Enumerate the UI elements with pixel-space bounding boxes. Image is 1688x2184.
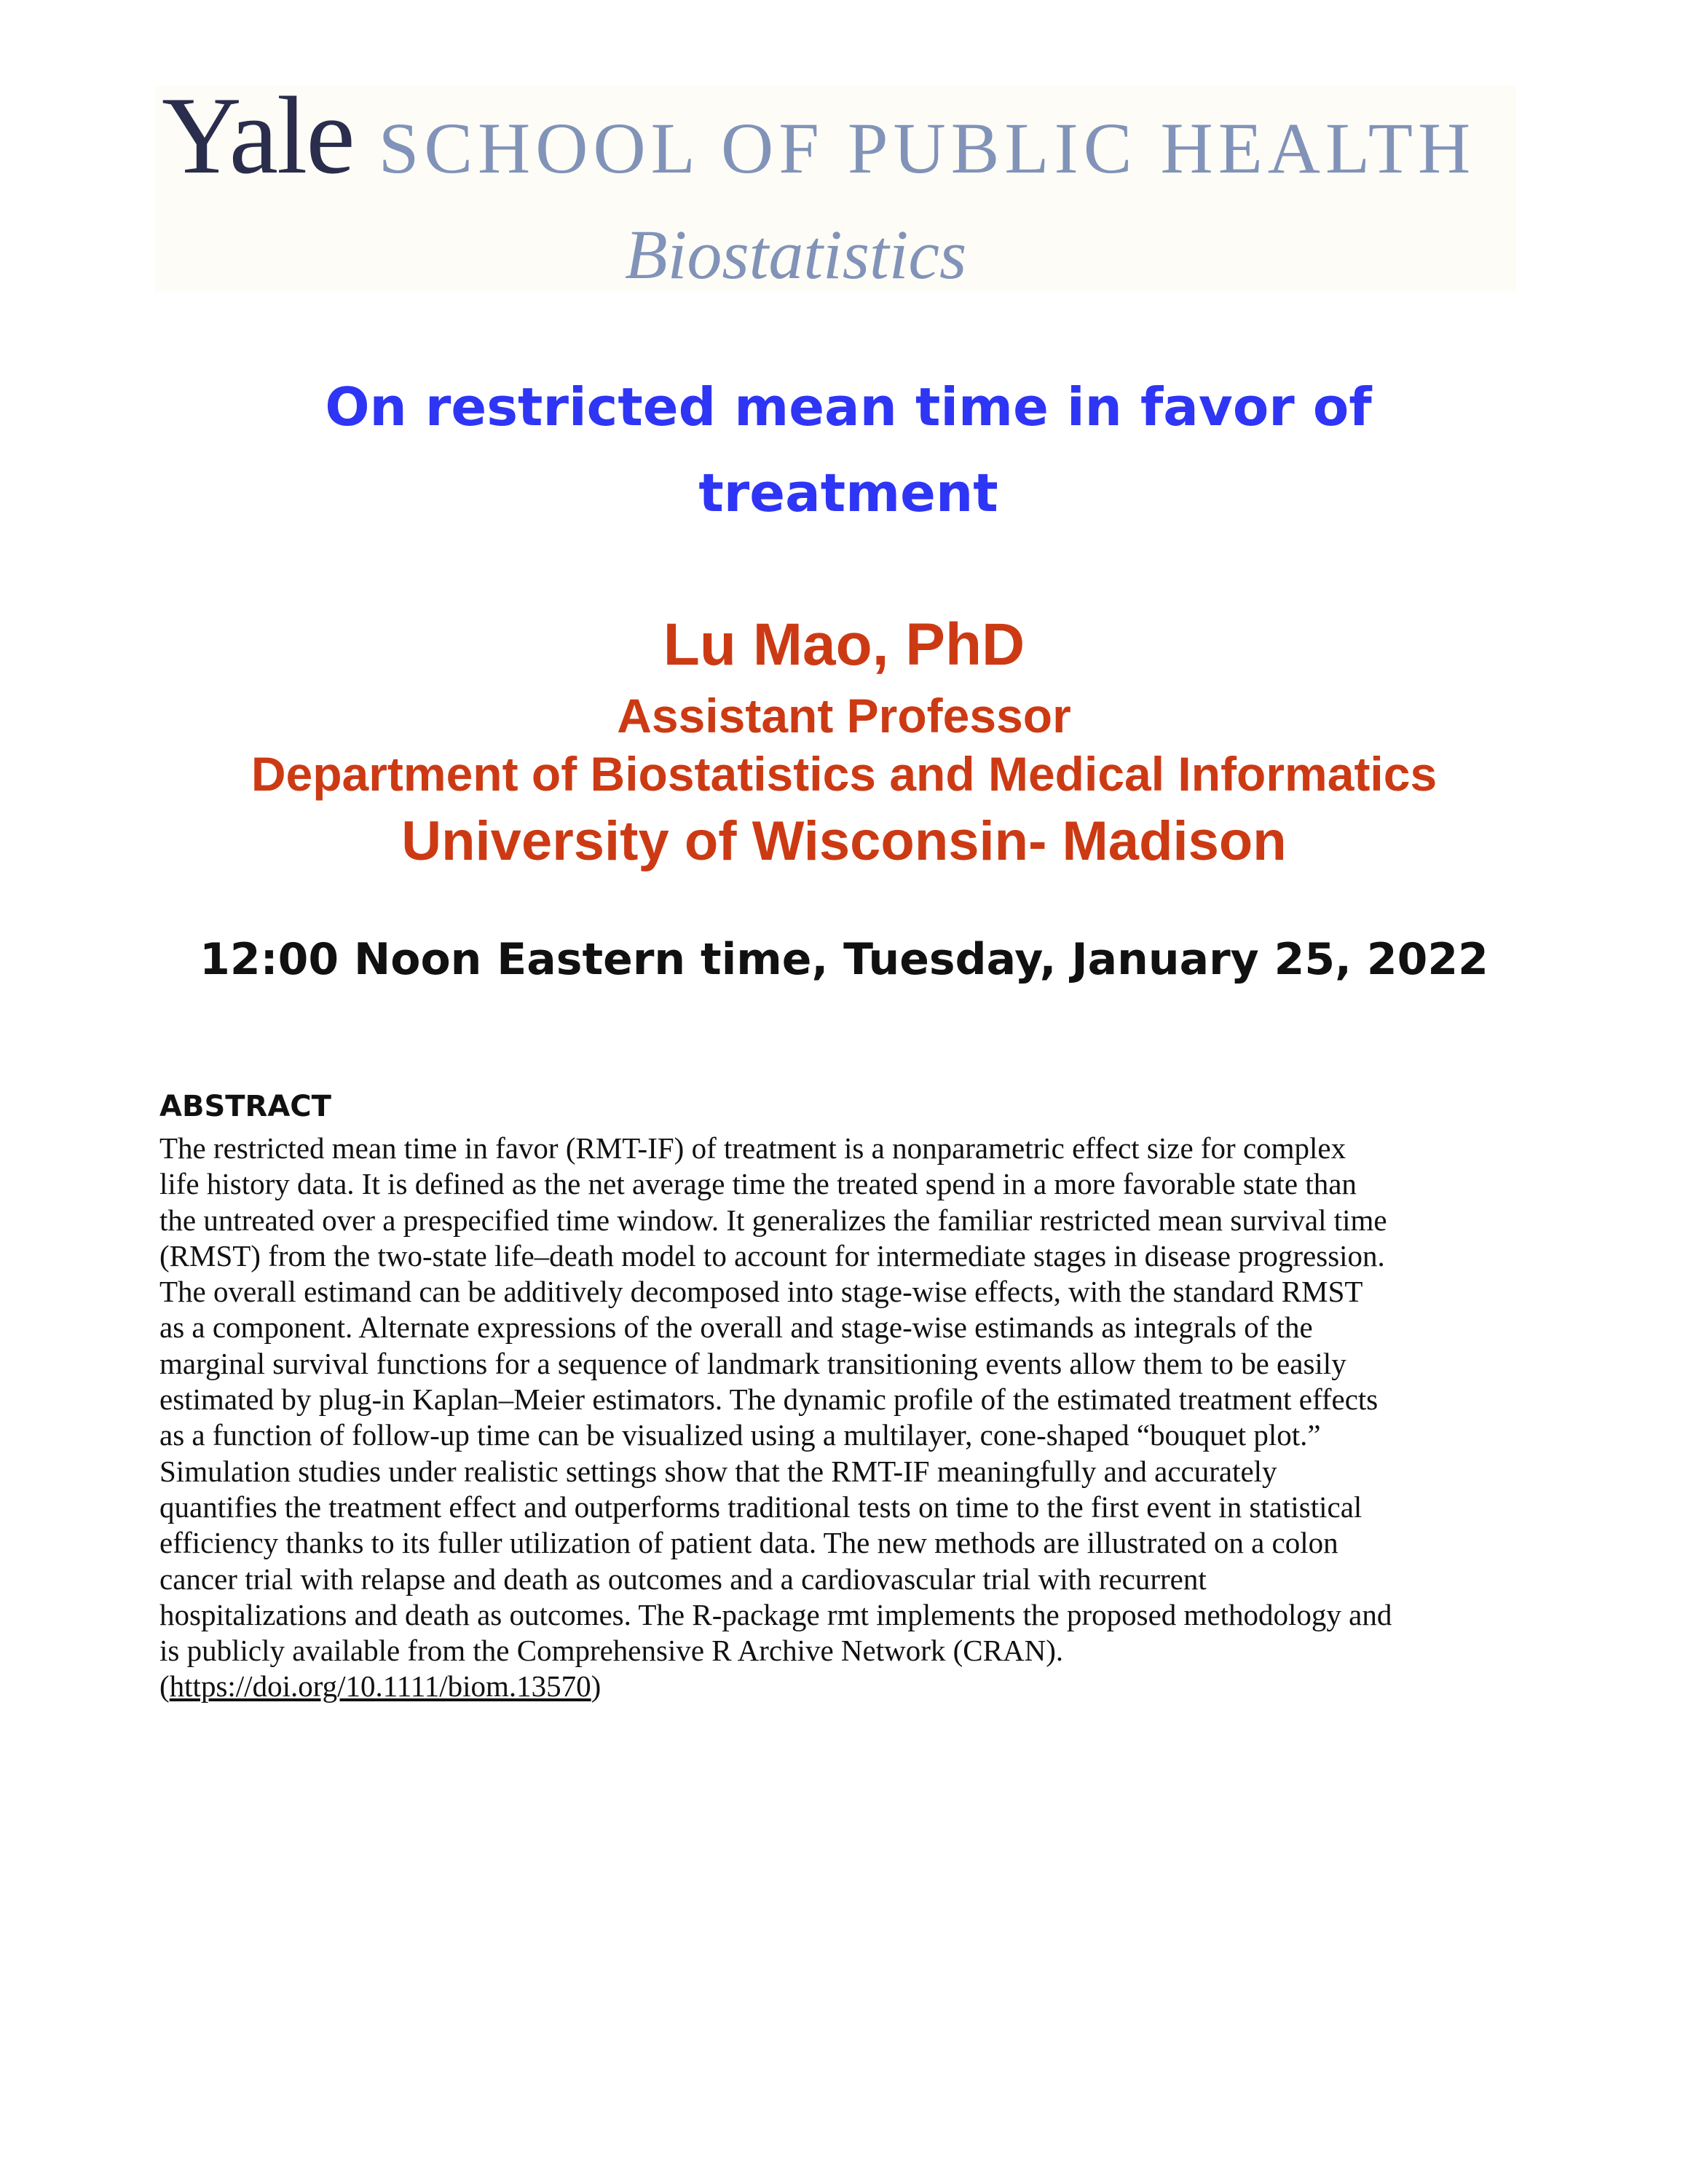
abstract-heading: ABSTRACT (159, 1090, 331, 1123)
abstract-line: efficiency thanks to its fuller utilization of patient data. The new methods are illustrated on a colon (159, 1526, 1338, 1560)
doi-open-paren: ( (159, 1669, 170, 1704)
doi-line (159, 1669, 1529, 1704)
abstract-line: cancer trial with relapse and death as outcomes and a cardiovascular trial with recurrent (159, 1562, 1207, 1596)
doi-close-paren: ) (591, 1669, 602, 1704)
abstract-line: estimated by plug-in Kaplan–Meier estimators. The dynamic profile of the estimated treatment effects (159, 1382, 1379, 1417)
abstract-line: is publicly available from the Comprehensive R Archive Network (CRAN). (159, 1634, 1064, 1668)
abstract-line: life history data. It is defined as the net average time the treated spend in a more favorable state than (159, 1167, 1357, 1201)
speaker-department: Department of Biostatistics and Medical Informatics (251, 747, 1437, 801)
abstract-line: marginal survival functions for a sequence of landmark transitioning events allow them to be easily (159, 1346, 1346, 1380)
talk-title (182, 364, 1515, 536)
speaker-name: Lu Mao, PhD (663, 612, 1025, 678)
doi-link[interactable]: https://doi.org/10.1111/biom.13570 (169, 1669, 591, 1704)
abstract-line: The overall estimand can be additively decomposed into stage-wise effects, with the standard RMST (159, 1275, 1363, 1309)
abstract-line: as a function of follow-up time can be visualized using a multilayer, cone-shaped “bouquet plot.” (159, 1418, 1321, 1452)
talk-title-line: On restricted mean time in favor of (325, 376, 1372, 438)
yale-sph-logo (162, 74, 1476, 197)
event-datetime: 12:00 Noon Eastern time, Tuesday, January 25, 2022 (200, 934, 1488, 985)
speaker-university: University of Wisconsin- Madison (401, 810, 1287, 872)
logo-school-name: SCHOOL OF PUBLIC HEALTH (378, 108, 1476, 189)
abstract-line: the untreated over a prespecified time window. It generalizes the familiar restricted mean survival time (159, 1203, 1387, 1237)
abstract-line: The restricted mean time in favor (RMT-IF) of treatment is a nonparametric effect size for complex (159, 1131, 1346, 1165)
abstract-line: quantifies the treatment effect and outperforms traditional tests on time to the first event in statistical (159, 1489, 1362, 1524)
logo-department: Biostatistics (625, 215, 967, 293)
abstract-line: hospitalizations and death as outcomes. The R-package rmt implements the proposed methodology and (159, 1597, 1392, 1631)
abstract-line: (RMST) from the two-state life–death model to account for intermediate stages in disease progression. (159, 1238, 1385, 1273)
talk-title-line: treatment (698, 462, 998, 523)
abstract-line: as a component. Alternate expressions of the overall and stage-wise estimands as integrals of the (159, 1310, 1313, 1345)
abstract-body (159, 1131, 1529, 1705)
logo-yale-wordmark: Yale (162, 74, 354, 197)
speaker-role: Assistant Professor (617, 689, 1071, 743)
abstract-line: Simulation studies under realistic settings show that the RMT-IF meaningfully and accurately (159, 1454, 1277, 1488)
